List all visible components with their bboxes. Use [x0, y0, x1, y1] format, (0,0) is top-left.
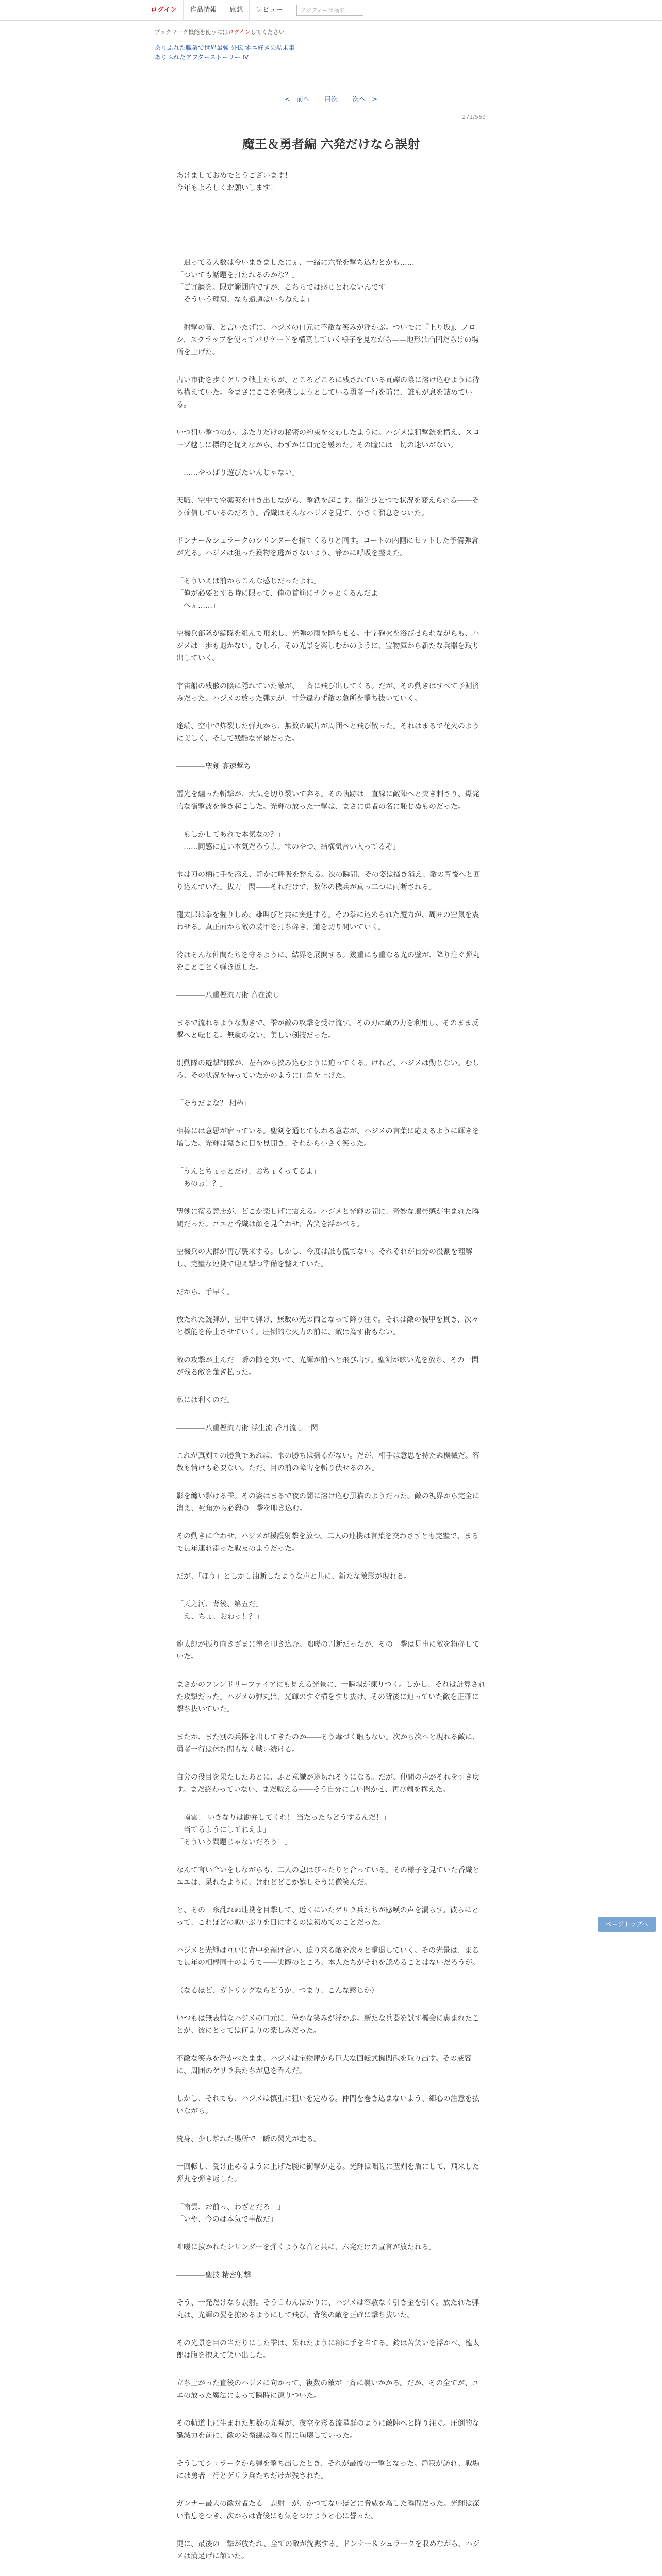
- novel-paragraph: だから、手早く。: [176, 1288, 234, 1296]
- chapter-title: 魔王＆勇者編 六発だけなら誤射: [242, 137, 420, 151]
- novel-paragraph: ガンナー最大の敵対者たる「誤射」が、かつてないほどに脅威を増した瞬間だった。光輝は深い溜息をつき、次からは背後にも気をつけようと心に誓った。: [176, 2500, 479, 2520]
- novel-paragraph: そう、一発だけなら誤射。そう言わんばかりに、ハジメは容赦なく引き金を引く。放たれた弾丸は、光輝の髪を掠めるようにして飛び、背後の敵を正確に撃ち抜いた。: [176, 2299, 479, 2319]
- novel-paragraph: その動きに合わせ、ハジメが援護射撃を放つ。二人の連携は言葉を交わさずとも完璧で、まるで長年連れ添った戦友のようだった。: [176, 1532, 479, 1553]
- review-link[interactable]: レビュー: [250, 0, 289, 21]
- preface-line: あけましておめでとうございます！: [176, 172, 292, 180]
- pager-toc-link[interactable]: 目次: [324, 96, 338, 104]
- novel-paragraph: まるで流れるような動きで、雫が敵の攻撃を受け流す。その刃は敵の力を利用し、そのまま反撃へと転じる。無駄のない、美しい剣技だった。: [176, 1019, 479, 1040]
- preface: [176, 170, 486, 194]
- notice-text-before: ブックマーク機能を使うには: [155, 29, 228, 36]
- novel-paragraph: 立ち上がった直後のハジメに向かって、複数の敵が一斉に襲いかかる。だが、その全てが、ユエの放った魔法によって瞬時に凍りついた。: [176, 2379, 479, 2400]
- novel-paragraph: 別動隊の遊撃部隊が、左右から挟み込むように迫ってくる。けれど、ハジメは動じない。むしろ、その状況を待っていたかのように口角を上げた。: [176, 1059, 479, 1080]
- novel-paragraph: 空機兵の大群が再び襲来する。しかし、今度は誰も慌てない。それぞれが自分の役割を理解し、完璧な連携で迎え撃つ準備を整えていた。: [176, 1248, 472, 1268]
- chapter-number: 271/569: [462, 114, 486, 121]
- novel-paragraph: 放たれた銃弾が、空中で弾け、無数の光の雨となって降り注ぐ。それは敵の装甲を貫き、次々と機能を停止させていく。圧倒的な火力の前に、敵は為す術もない。: [176, 1316, 479, 1336]
- novel-paragraph: ――――聖剣 高速撃ち: [176, 762, 251, 771]
- breadcrumb-series-link[interactable]: ありふれた職業で世界最強 外伝 零ニ好きの詰末集: [155, 44, 295, 52]
- novel-paragraph: 「そういえば前からこんな感じだったよね」 「俺が必要とする時に限って、俺の首筋にチクッとくるんだよ」 「へぇ……」: [176, 577, 386, 610]
- novel-paragraph: 一回転し、受け止めるように上げた腕に衝撃が走る。光輝は咄嗟に聖剣を盾にして、飛来した弾丸を弾き返した。: [176, 2163, 479, 2183]
- novel-paragraph: 「うんとちょっとだけ、おちょくってるよ」 「あのぉ！？」: [176, 1167, 321, 1188]
- top-navigation-bar: [0, 0, 662, 21]
- novel-paragraph: 聖剣に宿る意志が、どこか楽しげに震える。ハジメと光輝の間に、奇妙な連帯感が生まれた瞬間だった。ユエと香織は顔を見合わせ、苦笑を浮かべる。: [176, 1208, 479, 1228]
- breadcrumb-work-link[interactable]: ありふれたアフターストーリー IV: [155, 54, 249, 61]
- novel-paragraph: ――――八重樫流刀術 音在流し: [176, 991, 280, 999]
- novel-paragraph: 敵の攻撃が止んだ一瞬の隙を突いて、光輝が前へと飛び出す。聖剣が眩い光を放ち、その一閃が残る敵を薙ぎ払った。: [176, 1356, 479, 1377]
- novel-container: [176, 114, 486, 2576]
- pager-top: [0, 94, 662, 104]
- bookmark-notice: [155, 28, 662, 36]
- novel-paragraph: その光景を目の当たりにした雫は、呆れたように額に手を当てる。鈴は苦笑いを浮かべ、龍太郎は腹を抱えて笑い出した。: [176, 2339, 479, 2360]
- novel-paragraph: 影を纏い駆ける雫。その姿はまるで夜の闇に溶け込む黒猫のようだった。敵の視界から完全に消え、死角から必殺の一撃を叩き込む。: [176, 1492, 479, 1513]
- breadcrumb: [155, 43, 662, 62]
- novel-paragraph: 宇宙船の残骸の陰に隠れていた敵が、一斉に飛び出してくる。だが、その動きはすべて予測済みだった。ハジメの放った弾丸が、寸分違わず敵の急所を撃ち抜いていく。: [176, 682, 479, 703]
- novel-paragraph: ――――八重樫流刀術 浮生流 香月流し一閃: [176, 1424, 318, 1432]
- novel-paragraph: そうしてシュラークから弾を撃ち出したとき、それが最後の一撃となった。静寂が訪れ、戦場には勇者一行とゲリラ兵たちだけが残された。: [176, 2460, 479, 2480]
- novel-paragraph: いつ狙い撃つのか、ふたりだけの秘密の約束を交わしたように。ハジメは狙撃銃を構え、スコープ越しに標的を捉えながら、わずかに口元を緩めた。その瞳には一切の迷いがない。: [176, 429, 480, 449]
- notice-text-after: してください。: [250, 29, 290, 36]
- novel-paragraph: その軌道上に生まれた無数の光弾が、夜空を彩る流星群のように敵陣へと降り注ぐ。圧倒的な殲滅力を前に、敵の防衛線は瞬く間に崩壊していった。: [176, 2419, 479, 2440]
- novel-paragraph: 「南雲！ いきなりは勘弁してくれ！ 当たったらどうするんだ！」 「当てるようにしてねえよ」 「そういう問題じゃないだろう！」: [176, 1814, 390, 1846]
- novel-paragraph: しかし、それでも、ハジメは慎重に狙いを定める。仲間を巻き込まないよう、細心の注意を払いながら。: [176, 2095, 479, 2115]
- search-input[interactable]: アジディーサ検索: [296, 5, 363, 16]
- novel-paragraph: 雫は刀の柄に手を添え、静かに呼吸を整える。次の瞬間、その姿は掻き消え、敵の背後へと回り込んでいた。抜刀一閃――それだけで、数体の機兵が真っ二つに両断される。: [176, 871, 481, 891]
- novel-paragraph: 「そうだよな？ 相棒」: [176, 1099, 251, 1108]
- novel-paragraph: 「もしかしてあれで本気なの？」 「……同感に近い本気だろうよ。雫のやつ、結構気合い入ってるぞ」: [176, 831, 400, 851]
- novel-paragraph: 咄嗟に抜かれたシリンダーを弾くような音と共に、六発だけの宣言が放たれる。: [176, 2243, 436, 2251]
- novel-paragraph: 「天之河、背後、第五だ」 「え、ちょ、おわっ！？」: [176, 1600, 263, 1621]
- novel-paragraph: 龍太郎が振り向きざまに拳を叩き込む。咄嗟の判断だったが、その一撃は見事に敵を粉砕していた。: [176, 1640, 479, 1661]
- novel-paragraph: 古い市街を歩くゲリラ戦士たちが、ところどころに残されている瓦礫の陰に溶け込むように待ち構えていた。今まさにここを突破しようとしている勇者一行を前に、誰もが息を詰めている。: [176, 376, 479, 409]
- novel-paragraph: 雷光を纏った斬撃が、大気を切り裂いて奔る。その軌跡は一直線に敵陣へと突き刺さり、爆発的な衝撃波を巻き起こした。光輝の放った一撃は、まさに勇者の名に恥じぬものだった。: [176, 790, 479, 811]
- novel-paragraph: まさかのフレンドリーファイアにも見える光景に、一瞬場が凍りつく。しかし、それは計算された攻撃だった。ハジメの弾丸は、光輝のすぐ横をすり抜け、その背後に迫っていた敵を正確に撃ち抜いていた。: [176, 1681, 486, 1714]
- works-info-link[interactable]: 作品情報: [184, 0, 223, 21]
- novel-paragraph: いつもは無表情なハジメの口元に、僅かな笑みが浮かぶ。新たな兵器を試す機会に恵まれたことが、彼にとっては何よりの楽しみだった。: [176, 2014, 479, 2035]
- novel-body: [176, 257, 486, 2576]
- preface-line: 今年もよろしくお願いします！: [176, 184, 277, 192]
- novel-paragraph: 私には利くのだ。: [176, 1396, 234, 1404]
- novel-paragraph: 自分の役目を果たしたあとに、ふと意識が途切れそうになる。だが、仲間の声がそれを引き戻す。まだ終わっていない、まだ戦える――そう自分に言い聞かせ、再び剣を構えた。: [176, 1773, 479, 1794]
- novel-paragraph: またか、また別の兵器を出してきたのか――そう毒づく暇もない。次から次へと現れる敵に、勇者一行は休む間もなく戦い続ける。: [176, 1733, 479, 1754]
- nav-menu: [148, 0, 289, 20]
- novel-paragraph: 鈴はそんな仲間たちを守るように、結界を展開する。幾重にも重なる光の壁が、降り注ぐ弾丸をことごとく弾き返した。: [176, 951, 479, 972]
- pager-prev-link[interactable]: < 前へ: [284, 96, 310, 104]
- novel-paragraph: 不敵な笑みを浮かべたまま、ハジメは宝物庫から巨大な回転式機関砲を取り出す。その威容に、周囲のゲリラ兵たちが息を呑んだ。: [176, 2055, 472, 2075]
- novel-paragraph: （なるほど、ガトリングならどうか、つまり、こんな感じか）: [176, 1987, 378, 1995]
- novel-paragraph: ――――聖技 精密射撃: [176, 2271, 251, 2279]
- novel-paragraph: 龍太郎は拳を握りしめ、雄叫びと共に突進する。その拳に込められた魔力が、周囲の空気を震わせる。真正面から敵の装甲を打ち砕き、道を切り開いていく。: [176, 911, 479, 931]
- login-link[interactable]: ログイン: [148, 0, 184, 21]
- novel-paragraph: 天職、空中で空薬莢を吐き出しながら、撃鉄を起こす。指先ひとつで状況を変えられる――そう確信しているのだろう。香織はそんなハジメを見て、小さく溜息をついた。: [176, 497, 479, 517]
- page-top-button[interactable]: ページトップへ: [598, 1917, 656, 1932]
- novel-paragraph: ドンナー＆シュラークのシリンダーを指でくるりと回す。コートの内側にセットした予備弾倉が光る。ハジメは狙った獲物を逃がさないよう、静かに呼吸を整えた。: [176, 537, 479, 557]
- novel-paragraph: 途端、空中で炸裂した弾丸から、無数の破片が周囲へと飛び散った。それはまるで花火のように美しく、そして残酷な光景だった。: [176, 722, 479, 743]
- novel-paragraph: 空機兵部隊が編隊を組んで飛来し、光弾の雨を降らせる。十字砲火を浴びせられながらも、ハジメは一歩も退かない。むしろ、その光景を楽しむかのように、宝物庫から新たな兵器を取り出していく。: [176, 630, 479, 663]
- novel-paragraph: 相棒には意思が宿っている。聖剣を通じて伝わる意志が、ハジメの言葉に応えるように輝きを増した。光輝は驚きに目を見開き、それから小さく笑った。: [176, 1127, 479, 1148]
- novel-paragraph: ハジメと光輝は互いに背中を預け合い、迫り来る敵を次々と撃退していく。その光景は、まるで長年の相棒同士のようで――実際のところ、本人たちがそれを認めることはないだろうが。: [176, 1946, 479, 1967]
- novel-paragraph: 「追ってる人数は今いまきましたにぇ、一緒に六発を撃ち込むとかも……」 「ついても話題を打たれるのかな？」 「ご冗談を。限定範囲内ですが、こちらでは感じとれないんです」 「そういう理窟、なら遠慮はいらねえよ」: [176, 259, 422, 304]
- pager-next-link[interactable]: 次へ >: [352, 96, 378, 104]
- novel-paragraph: 「南雲、お前っ、わざとだろ！」 「いや、今のは本気で事故だ」: [176, 2203, 285, 2224]
- novel-paragraph: だが、「ほう」としかし油断したような声と共に、新たな敵影が現れる。: [176, 1572, 411, 1581]
- notice-login-link[interactable]: ログイン: [228, 29, 251, 36]
- novel-paragraph: これが真剣での勝負であれば、雫の勝ちは揺るがない。だが、相手は意思を持たぬ機械だ。容赦も情けも必要ない。ただ、目の前の障害を斬り伏せるのみ。: [176, 1452, 479, 1472]
- feeling-link[interactable]: 感想: [223, 0, 250, 21]
- novel-paragraph: と、その一糸乱れぬ連携を目撃して、近くにいたゲリラ兵たちが感嘆の声を漏らす。彼らにとって、これほどの戦いぶりを目にするのは初めてのことだった。: [176, 1906, 479, 1927]
- novel-paragraph: 銃身、少し離れた場所で一瞬の閃光が走る。: [176, 2135, 321, 2143]
- novel-paragraph: なんて言い合いをしながらも、二人の息はぴったりと合っている。その様子を見ていた香織とユエは、呆れたように、けれどどこか嬉しそうに微笑んだ。: [176, 1866, 479, 1887]
- novel-paragraph: 「……やっぱり遊びたいんじゃない」: [176, 469, 299, 477]
- novel-paragraph: 「射撃の音、と言いたげに、ハジメの口元に不敵な笑みが浮かぶ。ついでに『上り坂』、ノロシ、スクラップを使ってバリケードを構築していく様子を見ながら——地形は凸凹だらけの場所を上げた。: [176, 324, 479, 357]
- novel-paragraph: 更に、最後の一撃が放たれ、全ての敵が沈黙する。ドンナー＆シュラークを収めながら、ハジメは満足げに頷いた。: [176, 2540, 480, 2561]
